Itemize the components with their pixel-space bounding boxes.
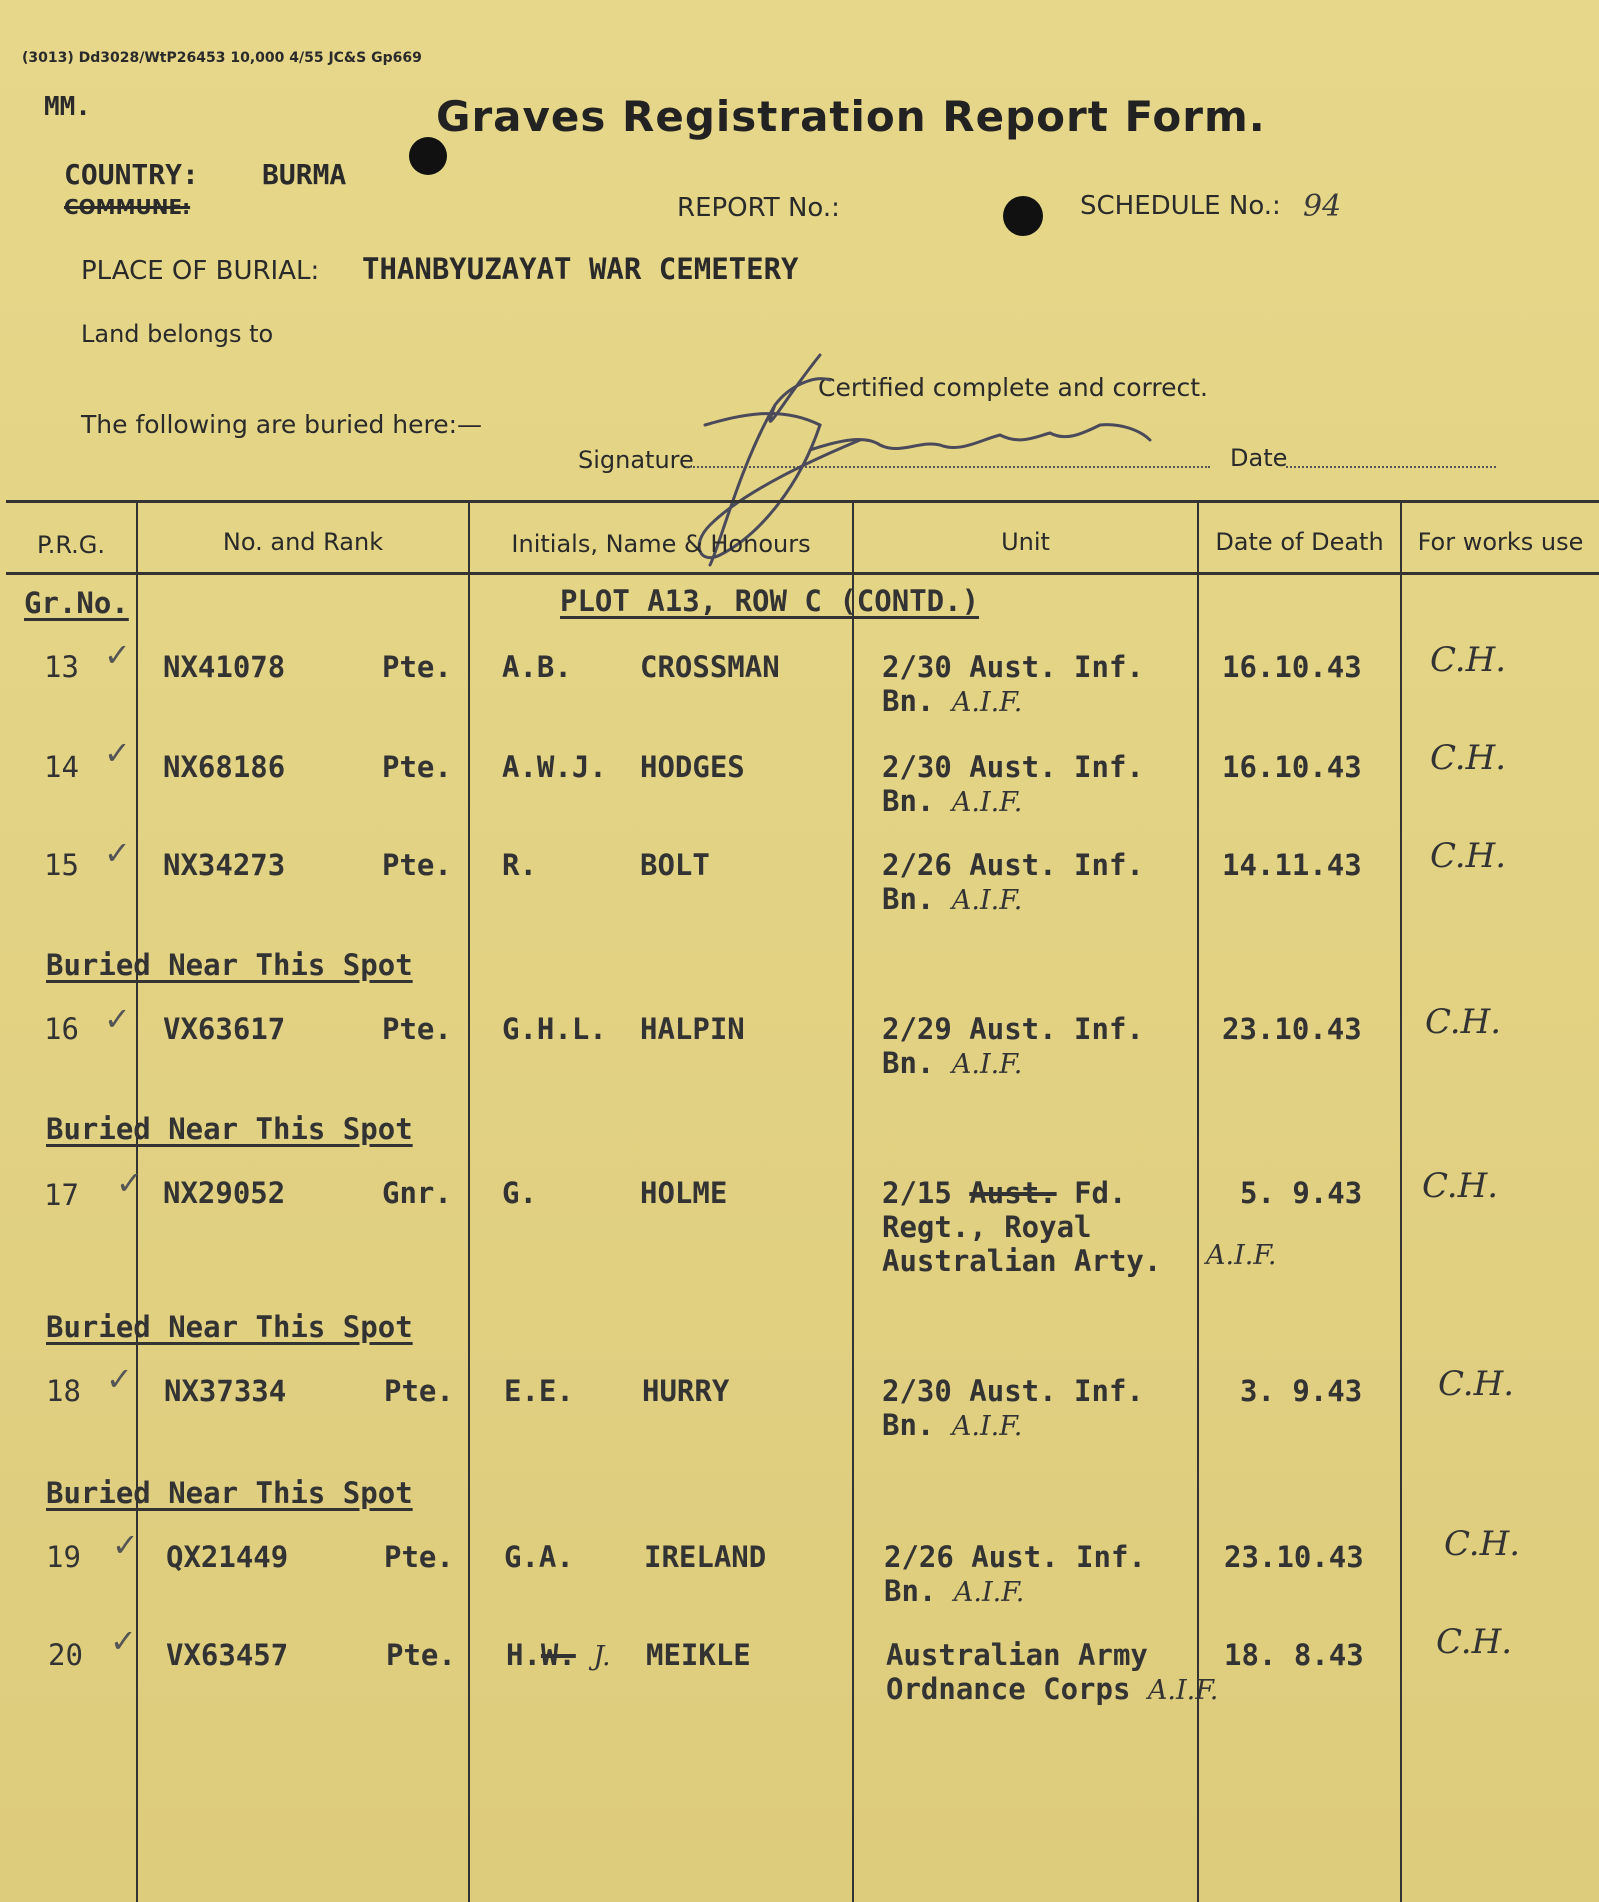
unit-text: Bn.	[884, 1574, 937, 1608]
works-annotation: C.H.	[1430, 836, 1507, 876]
column-divider	[852, 502, 854, 1902]
unit-line-1: 2/26 Aust. Inf.	[884, 1540, 1146, 1574]
punch-hole-dot	[1003, 196, 1043, 236]
check-mark: ✓	[104, 834, 131, 872]
rank: Pte.	[384, 1374, 454, 1408]
date-of-death: 18. 8.43	[1224, 1638, 1364, 1672]
service-number: QX21449	[166, 1540, 289, 1574]
unit-line-1: 2/30 Aust. Inf.	[882, 650, 1144, 684]
date-of-death: 16.10.43	[1222, 750, 1362, 784]
unit-text: Fd.	[1074, 1176, 1127, 1210]
aif-annotation: A.I.F.	[951, 885, 1023, 916]
buried-near-note: Buried Near This Spot	[46, 1476, 413, 1510]
column-header-works-use: For works use	[1417, 528, 1584, 556]
aif-annotation: A.I.F.	[951, 1411, 1023, 1442]
rank: Pte.	[384, 1540, 454, 1574]
surname: HODGES	[640, 750, 745, 784]
initials: R.	[502, 848, 537, 882]
buried-here-label: The following are buried here:—	[81, 410, 483, 439]
country-label: COUNTRY:	[64, 158, 199, 191]
buried-near-note: Buried Near This Spot	[46, 1112, 413, 1146]
grave-number: 19	[46, 1540, 81, 1574]
unit-line-1: 2/26 Aust. Inf.	[882, 848, 1144, 882]
unit-text: Bn.	[882, 1046, 935, 1080]
date-of-death: 3. 9.43	[1240, 1374, 1363, 1408]
initials: G.H.L.	[502, 1012, 607, 1046]
unit-line-1: 2/29 Aust. Inf.	[882, 1012, 1144, 1046]
unit-line-2	[884, 1574, 1024, 1608]
service-number: NX29052	[163, 1176, 286, 1210]
check-mark: ✓	[116, 1164, 143, 1202]
service-number: NX68186	[163, 750, 286, 784]
unit-line-2: Regt., Royal	[882, 1210, 1092, 1244]
aif-annotation: A.I.F.	[953, 1577, 1025, 1608]
place-of-burial-label: PLACE OF BURIAL:	[81, 256, 320, 286]
struck-text: Aust.	[969, 1176, 1057, 1210]
rank: Pte.	[382, 650, 452, 684]
punch-hole-dot	[409, 137, 447, 175]
works-annotation: C.H.	[1430, 738, 1507, 778]
unit-line-1: 2/30 Aust. Inf.	[882, 1374, 1144, 1408]
service-number: NX41078	[163, 650, 286, 684]
check-mark: ✓	[112, 1526, 139, 1564]
place-of-burial-value: THANBYUZAYAT WAR CEMETERY	[362, 252, 799, 286]
rank: Pte.	[382, 848, 452, 882]
rank: Pte.	[382, 750, 452, 784]
service-number: VX63617	[163, 1012, 286, 1046]
surname: MEIKLE	[646, 1638, 751, 1672]
signature-label: Signature	[578, 446, 694, 474]
grave-number: 17	[44, 1178, 79, 1212]
unit-line-1: Australian Army	[886, 1638, 1148, 1672]
unit-text: Bn.	[882, 784, 935, 818]
rank: Pte.	[382, 1012, 452, 1046]
aif-annotation: A.I.F.	[951, 787, 1023, 818]
unit-text: Bn.	[882, 882, 935, 916]
date-line	[1286, 466, 1496, 468]
printer-code: (3013) Dd3028/WtP26453 10,000 4/55 JC&S Gp669	[22, 50, 422, 66]
surname: HURRY	[642, 1374, 730, 1408]
certified-statement: Certified complete and correct.	[818, 373, 1208, 402]
country-value: BURMA	[262, 158, 347, 191]
grave-number: 14	[44, 750, 79, 784]
service-number: VX63457	[166, 1638, 289, 1672]
unit-line-1: 2/30 Aust. Inf.	[882, 750, 1144, 784]
unit-text: Bn.	[882, 1408, 935, 1442]
grave-number: 20	[48, 1638, 83, 1672]
plot-label: PLOT A13, ROW C (CONTD.)	[560, 584, 980, 618]
aif-annotation: A.I.F.	[951, 687, 1023, 718]
date-label: Date	[1230, 444, 1288, 472]
date-of-death: 5. 9.43	[1240, 1176, 1363, 1210]
surname: IRELAND	[644, 1540, 767, 1574]
initials: A.W.J.	[502, 750, 607, 784]
form-title: Graves Registration Report Form.	[436, 92, 1266, 141]
unit-line-2	[882, 1046, 1022, 1080]
check-mark: ✓	[104, 636, 131, 674]
works-annotation: C.H.	[1438, 1364, 1515, 1404]
initials: E.E.	[504, 1374, 574, 1408]
grave-number: 13	[44, 650, 79, 684]
column-header-unit: Unit	[1001, 528, 1050, 556]
rank: Gnr.	[382, 1176, 452, 1210]
aif-annotation: A.I.F.	[951, 1049, 1023, 1080]
unit-line-2	[882, 882, 1022, 916]
column-header-name: Initials, Name & Honours	[511, 530, 811, 558]
column-divider	[1400, 502, 1402, 1902]
unit-line-2	[882, 684, 1022, 718]
surname: CROSSMAN	[640, 650, 780, 684]
unit-line-2	[882, 784, 1022, 818]
column-divider	[136, 502, 138, 1902]
grave-number: 18	[46, 1374, 81, 1408]
commune-label: COMMUNE:	[64, 195, 191, 219]
land-belongs-label: Land belongs to	[81, 320, 274, 348]
works-annotation: C.H.	[1422, 1166, 1499, 1206]
works-annotation: C.H.	[1444, 1524, 1521, 1564]
works-annotation: C.H.	[1430, 640, 1507, 680]
aif-annotation: A.I.F.	[1206, 1240, 1277, 1271]
schedule-number-value: 94	[1303, 189, 1342, 224]
rank: Pte.	[386, 1638, 456, 1672]
unit-line-2	[882, 1408, 1022, 1442]
grave-number: 15	[44, 848, 79, 882]
table-top-border	[6, 500, 1599, 503]
check-mark: ✓	[104, 734, 131, 772]
aif-annotation: A.I.F.	[1147, 1675, 1219, 1706]
initials: G.A.	[504, 1540, 574, 1574]
column-header-prg: P.R.G.	[36, 531, 106, 559]
unit-line-2	[886, 1672, 1218, 1706]
gr-no-label: Gr.No.	[24, 586, 129, 620]
buried-near-note: Buried Near This Spot	[46, 948, 413, 982]
surname: HOLME	[640, 1176, 728, 1210]
report-number-label: REPORT No.:	[677, 193, 840, 223]
handwritten-initial: J.	[593, 1641, 611, 1672]
date-of-death: 23.10.43	[1224, 1540, 1364, 1574]
unit-text: Ordnance Corps	[886, 1672, 1131, 1706]
struck-initial: W.	[540, 1638, 576, 1672]
check-mark: ✓	[110, 1622, 137, 1660]
surname: BOLT	[640, 848, 710, 882]
date-of-death: 23.10.43	[1222, 1012, 1362, 1046]
schedule-number-label: SCHEDULE No.:	[1080, 191, 1281, 221]
mm-mark: MM.	[44, 92, 91, 122]
unit-text: Bn.	[882, 684, 935, 718]
grave-number: 16	[44, 1012, 79, 1046]
service-number: NX37334	[164, 1374, 287, 1408]
works-annotation: C.H.	[1425, 1002, 1502, 1042]
unit-text: 2/15	[882, 1176, 952, 1210]
initials	[506, 1638, 611, 1672]
unit-line-3: Australian Arty.	[882, 1244, 1162, 1278]
initials: G.	[502, 1176, 537, 1210]
check-mark: ✓	[104, 1000, 131, 1038]
table-header-border	[6, 572, 1599, 575]
surname: HALPIN	[640, 1012, 745, 1046]
buried-near-note: Buried Near This Spot	[46, 1310, 413, 1344]
initial-text: H.	[506, 1638, 541, 1672]
column-header-date-of-death: Date of Death	[1215, 528, 1384, 556]
column-header-number-rank: No. and Rank	[222, 528, 384, 556]
service-number: NX34273	[163, 848, 286, 882]
initials: A.B.	[502, 650, 572, 684]
works-annotation: C.H.	[1436, 1622, 1513, 1662]
check-mark: ✓	[106, 1360, 133, 1398]
unit-line-1	[882, 1176, 1126, 1210]
date-of-death: 16.10.43	[1222, 650, 1362, 684]
column-divider	[468, 502, 470, 1902]
date-of-death: 14.11.43	[1222, 848, 1362, 882]
